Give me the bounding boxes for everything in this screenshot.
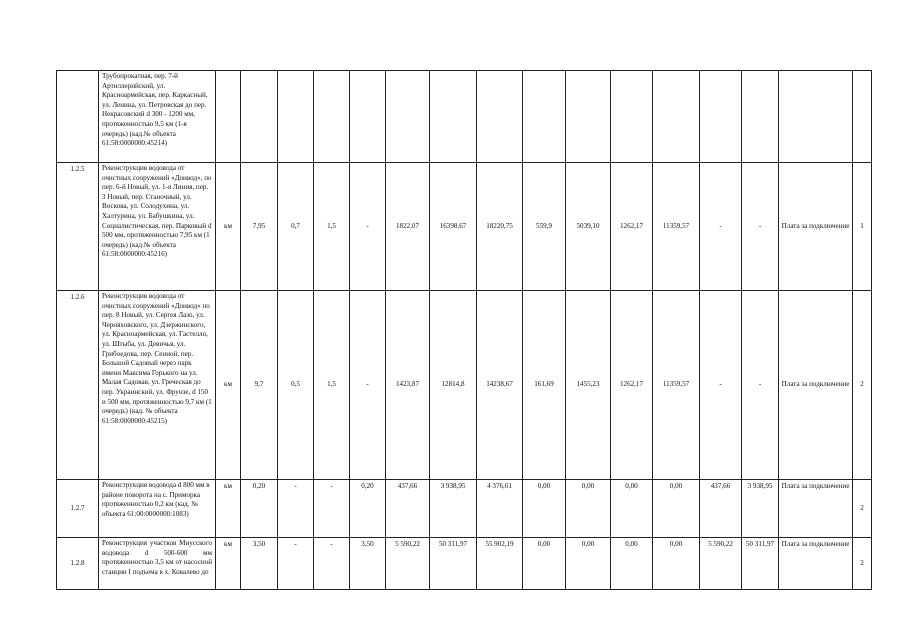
table-cell: 0,5 <box>278 291 314 480</box>
table-cell <box>350 71 386 163</box>
row-number: 1.2.8 <box>57 538 99 590</box>
table-row <box>57 538 872 590</box>
funding-source: Плата за подключение <box>779 291 853 480</box>
unit-cell: км <box>216 291 241 480</box>
table-cell: 1,5 <box>314 163 350 291</box>
table-cell: - <box>278 480 314 538</box>
table-cell: - <box>700 163 742 291</box>
table-cell: 9,7 <box>241 291 278 480</box>
table-cell: - <box>700 291 742 480</box>
table-cell: 16398,67 <box>430 163 477 291</box>
table-cell: 14238,67 <box>477 291 523 480</box>
table-cell: 0,00 <box>653 480 700 538</box>
table-cell: 3 938,95 <box>430 480 477 538</box>
table-cell: 1262,17 <box>611 163 653 291</box>
table-cell: 2 <box>853 291 872 480</box>
table-cell: 7,95 <box>241 163 278 291</box>
table-cell: 0,7 <box>278 163 314 291</box>
table-cell: 50 311,97 <box>742 538 779 590</box>
table-cell: 1 <box>853 163 872 291</box>
table-cell: 2 <box>853 480 872 538</box>
row-description: Реконструкция участков Миусского водовода d 500-600 мм протяженностью 3,5 км от насосной станции I подъема в х. Ковалево до <box>99 538 216 590</box>
table-cell: 12814,8 <box>430 291 477 480</box>
table-cell <box>278 71 314 163</box>
table-cell <box>853 71 872 163</box>
table-cell: 0,00 <box>523 480 566 538</box>
row-number: 1.2.6 <box>57 291 99 480</box>
table-cell: 1262,17 <box>611 291 653 480</box>
table-cell: 2 <box>853 538 872 590</box>
table-cell <box>653 71 700 163</box>
table-cell <box>314 71 350 163</box>
table-cell: 559,9 <box>523 163 566 291</box>
table-cell: 5 590,22 <box>700 538 742 590</box>
table-cell: 3 938,95 <box>742 480 779 538</box>
table-cell: 1,5 <box>314 291 350 480</box>
table-cell: - <box>314 480 350 538</box>
table-cell: 1822,07 <box>386 163 430 291</box>
table-cell <box>477 71 523 163</box>
table-cell: 1455,23 <box>566 291 611 480</box>
table-cell <box>386 71 430 163</box>
table-cell: 1423,87 <box>386 291 430 480</box>
row-description: Реконструкция водовода от очистных сооружений «Донвод», по пер. 6-й Новый, ул. 1-я Линия, пер. 3 Новый, пер. Станочный, ул. Воскова, ул. Солодухина, ул. Халтурина, ул. Бабушкина, ул. Социалистическая, пер. Парковый d 500 мм, протяженностью 7,95 км (1 очередь) (кад.№ объекта 61:58:0000000:45216) <box>99 163 216 291</box>
table-cell: - <box>742 291 779 480</box>
table-cell <box>700 71 742 163</box>
table-cell: 4 376,61 <box>477 480 523 538</box>
row-number: 1.2.5 <box>57 163 99 291</box>
table-cell: 0,00 <box>611 480 653 538</box>
table-cell <box>216 71 241 163</box>
table-cell: 55 902,19 <box>477 538 523 590</box>
table-row <box>57 291 872 480</box>
row-description: Трубопрокатная, пер. 7-й Артиллерийский, ул. Красноармейская, пер. Каркасный, ул. Ленина, ул. Петровская до пер. Некрасовский d 300 - 1200 мм, протяженностью 9,5 км (1-я очередь) (кад.№ объекта 61:58:0000000:45214) <box>99 71 216 163</box>
unit-cell: км <box>216 538 241 590</box>
table-cell: 0,00 <box>566 480 611 538</box>
table-cell: 0,00 <box>653 538 700 590</box>
table-row <box>57 480 872 538</box>
table-cell <box>779 71 853 163</box>
table-cell: - <box>278 538 314 590</box>
table-cell <box>566 71 611 163</box>
table-cell: - <box>350 163 386 291</box>
table-cell: 3,50 <box>350 538 386 590</box>
table-cell <box>611 71 653 163</box>
table-cell: 11359,57 <box>653 163 700 291</box>
table-cell: - <box>742 163 779 291</box>
table-cell: 0,20 <box>350 480 386 538</box>
table-cell: 18220,75 <box>477 163 523 291</box>
row-description: Реконструкция водовода от очистных сооружений «Донвод» по пер. 8 Новый, ул. Сергея Лазо, ул. Черняховского, ул. Дзержинского, ул. Красноармейская, ул. Гастелло, ул. Штыба, ул. Девичья, ул. Грибоедова, пер. Сенной, пер. Большой Садовый через парк имени Максима Горького на ул. Малая Садовая, ул. Греческая до пер. Украинский, ул. Фрунзе, d 150 и 500 мм, протяженностью 9,7 км (1 очередь) (кад. № объекта 61:58:0000000:45215) <box>99 291 216 480</box>
table-cell <box>430 71 477 163</box>
table-row <box>57 71 872 163</box>
table-cell: 0,00 <box>611 538 653 590</box>
row-number <box>57 71 99 163</box>
unit-cell: км <box>216 480 241 538</box>
table-cell: - <box>314 538 350 590</box>
table-cell: - <box>350 291 386 480</box>
table-cell: 3,50 <box>241 538 278 590</box>
table-cell <box>742 71 779 163</box>
investment-program-table <box>56 70 872 590</box>
table-cell: 5 590,22 <box>386 538 430 590</box>
table-cell: 50 311,97 <box>430 538 477 590</box>
table-cell: 437,66 <box>700 480 742 538</box>
table-cell: 0,20 <box>241 480 278 538</box>
table-cell: 161,69 <box>523 291 566 480</box>
table-cell: 0,00 <box>523 538 566 590</box>
funding-source: Плата за подключение <box>779 538 853 590</box>
table-row <box>57 163 872 291</box>
table-cell <box>523 71 566 163</box>
table-cell: 0,00 <box>566 538 611 590</box>
row-description: Реконструкция водовода d 800 мм в районе поворота на с. Приморка протяженностью 0,2 км (кад. № объекта 61:00:0000000:1083) <box>99 480 216 538</box>
table-cell <box>241 71 278 163</box>
funding-source: Плата за подключение <box>779 163 853 291</box>
funding-source: Плата за подключение <box>779 480 853 538</box>
table-cell: 437,66 <box>386 480 430 538</box>
table-cell: 5039,10 <box>566 163 611 291</box>
row-number: 1.2.7 <box>57 480 99 538</box>
unit-cell: км <box>216 163 241 291</box>
table-cell: 11359,57 <box>653 291 700 480</box>
